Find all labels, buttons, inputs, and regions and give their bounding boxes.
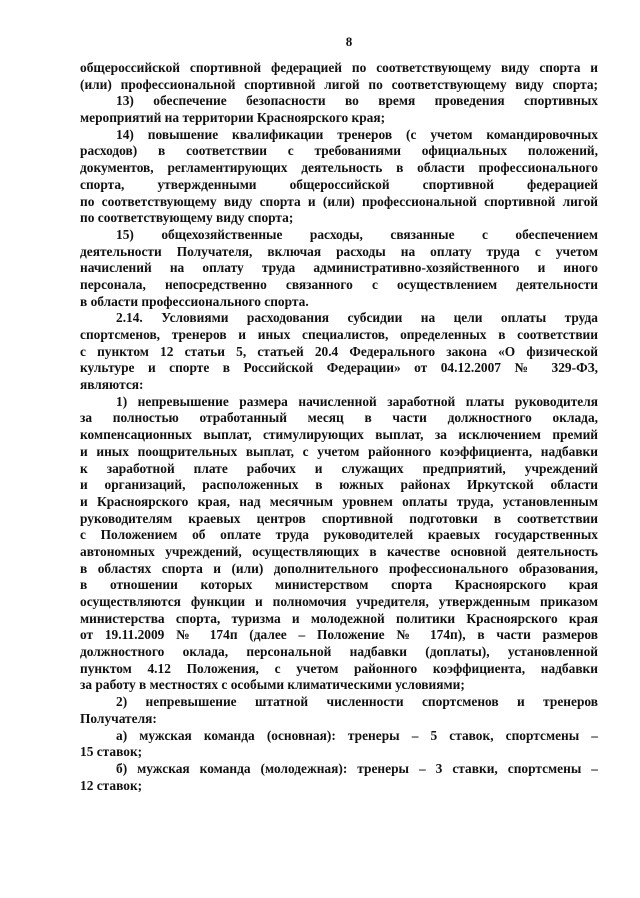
text-line: мероприятий на территории Красноярского края; [80, 110, 386, 126]
text-line: культуре и спорте в Российской Федерации» от 04.12.2007 № 329-ФЗ, [80, 360, 598, 376]
text-line: 15 ставок; [80, 744, 143, 760]
text-line: с Положением об оплате труда руководителей краевых государственных [80, 527, 598, 543]
text-line: с пунктом 12 статьи 5, статьей 20.4 Федерального закона «О физической [80, 343, 598, 359]
text-line: 2) непревышение штатной численности спортсменов и тренеров [116, 694, 598, 710]
page-number: 8 [345, 34, 353, 49]
text-line: за работу в местностях с особыми климатическими условиями; [80, 677, 465, 693]
text-line: и иных поощрительных выплат, с учетом районного коэффициента, надбавки [80, 443, 598, 459]
text-line: 1) непревышение размера начисленной заработной платы руководителя [116, 393, 598, 409]
text-line: от 19.11.2009 № 174п (далее – Положение № 174п), в части размеров [80, 627, 598, 643]
text-line: документов, регламентирующих деятельность в области профессионального [80, 160, 598, 176]
text-line: (или) профессиональной спортивной лигой по соответствующему виду спорта; [80, 76, 598, 92]
text-line: в областях спорта и (или) дополнительного профессионального образования, [80, 560, 598, 576]
text-line: спорта, утвержденными общероссийской спортивной федерацией [80, 176, 598, 192]
text-line: пунктом 4.12 Положения, с учетом районного коэффициента, надбавки [80, 660, 598, 676]
text-line: являются: [80, 377, 144, 393]
text-line: должностного оклада, персональной надбавки (доплаты), установленной [80, 644, 598, 660]
text-line: спортсменов, тренеров и иных специалистов, определенных в соответствии [80, 327, 598, 342]
document-body [80, 60, 598, 794]
text-line: 2.14. Условиями расходования субсидии на цели оплаты труда [116, 310, 598, 326]
text-line: 13) обеспечение безопасности во время проведения спортивных [116, 93, 598, 109]
text-line: осуществляются функции и полномочия учредителя, утвержденным приказом [80, 594, 598, 609]
text-line: расходов) в соответствии с требованиями официальных положений, [80, 143, 598, 159]
text-line: 12 ставок; [80, 777, 143, 793]
text-line: в области профессионального спорта. [80, 293, 309, 309]
text-line: руководителям краевых центров спортивной подготовки в соответствии [80, 510, 598, 526]
text-line: и организаций, расположенных в южных районах Иркутской области [80, 477, 598, 493]
text-line: министерства спорта, туризма и молодежной политики Красноярского края [80, 610, 598, 626]
text-line: а) мужская команда (основная): тренеры – 5 ставок, спортсмены – [116, 727, 598, 743]
text-line: и Красноярского края, над месячным уровнем оплаты труда, установленным [80, 493, 598, 509]
text-line: за полностью отработанный месяц в части должностного оклада, [80, 410, 598, 426]
text-line: в отношении которых министерством спорта Красноярского края [80, 577, 598, 593]
text-line: Получателя: [80, 710, 157, 726]
text-line: начислений на оплату труда административно-хозяйственного и иного [80, 260, 598, 276]
text-line: 14) повышение квалификации тренеров (с учетом командировочных [116, 126, 598, 142]
text-line: компенсационных выплат, стимулирующих выплат, за исключением премий [80, 427, 598, 443]
text-line: 15) общехозяйственные расходы, связанные с обеспечением [116, 226, 598, 242]
text-line: б) мужская команда (молодежная): тренеры – 3 ставки, спортсмены – [116, 760, 598, 776]
text-line: по соответствующему виду спорта; [80, 210, 294, 226]
text-line: к заработной плате рабочих и служащих предприятий, учреждений [80, 460, 598, 476]
text-line: персонала, непосредственно связанного с осуществлением деятельности [80, 276, 598, 292]
text-line: деятельности Получателя, включая расходы на оплату труда с учетом [80, 243, 598, 259]
text-line: общероссийской спортивной федерацией по соответствующему виду спорта и [80, 60, 598, 75]
text-line: автономных учреждений, осуществляющих в качестве основной деятельность [80, 543, 598, 559]
text-line: по соответствующему виду спорта и (или) профессиональной спортивной лигой [80, 193, 598, 209]
